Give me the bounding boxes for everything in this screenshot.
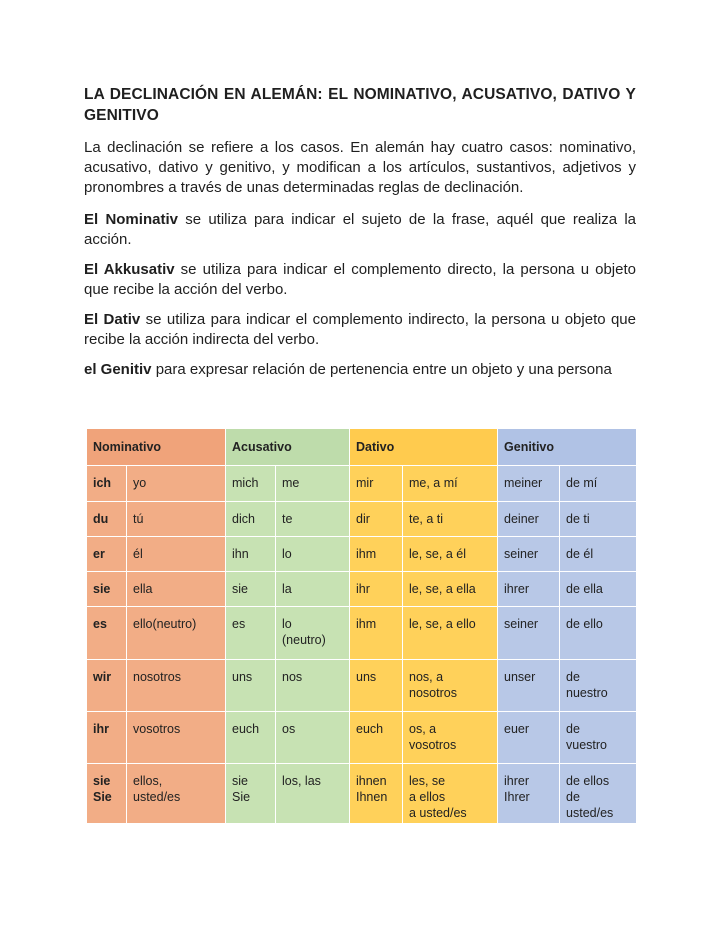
cell-dativo-pronoun: mir [350,466,403,502]
table-row [87,572,637,607]
cell-acusativo-pronoun: es [226,607,276,660]
cell-genitivo-pronoun: deiner [498,502,560,537]
cell-dativo-pronoun: dir [350,502,403,537]
cell-nominativo-translation: nosotros [127,660,226,712]
cell-genitivo-pronoun: unser [498,660,560,712]
paragraph-akkusativ [84,260,636,300]
cell-nominativo-pronoun: du [87,502,127,537]
table-row [87,466,637,502]
cell-acusativo-translation: nos [276,660,350,712]
cell-acusativo-pronoun: sie Sie [226,764,276,824]
cell-nominativo-pronoun: ich [87,466,127,502]
cell-dativo-pronoun: ihnen Ihnen [350,764,403,824]
table-row [87,764,637,824]
intro-paragraph: La declinación se refiere a los casos. En alemán hay cuatro casos: nominativo, acusativo, dativo y genitivo, y modifican a los artículos, sustantivos, adjetivos y pronombres a través de unas determinadas reglas de declinación. [84,139,636,196]
table-row [87,607,637,660]
cell-nominativo-pronoun: ihr [87,712,127,764]
cell-acusativo-pronoun: mich [226,466,276,502]
term-akkusativ: El Akkusativ [84,261,175,278]
header-acusativo: Acusativo [226,429,350,466]
cell-nominativo-translation: ello(neutro) [127,607,226,660]
cell-acusativo-translation: me [276,466,350,502]
cell-nominativo-pronoun: es [87,607,127,660]
cell-genitivo-translation: de ella [560,572,637,607]
cell-nominativo-translation: ella [127,572,226,607]
cell-dativo-pronoun: ihm [350,537,403,572]
cell-genitivo-translation: de ello [560,607,637,660]
paragraph-nominativ [84,210,636,250]
cell-acusativo-translation: los, las [276,764,350,824]
cell-nominativo-pronoun: sie Sie [87,764,127,824]
term-dativ: El Dativ [84,311,141,328]
table-header-row [87,429,637,466]
header-dativo: Dativo [350,429,498,466]
cell-acusativo-translation: os [276,712,350,764]
header-nominativo: Nominativo [87,429,226,466]
cell-genitivo-pronoun: euer [498,712,560,764]
cell-dativo-translation: le, se, a ella [403,572,498,607]
term-nominativ: El Nominativ [84,211,178,228]
paragraph-dativ [84,310,636,350]
cell-nominativo-translation: vosotros [127,712,226,764]
cell-acusativo-translation: te [276,502,350,537]
cell-genitivo-pronoun: seiner [498,537,560,572]
cell-dativo-translation: le, se, a él [403,537,498,572]
definition-dativ: se utiliza para indicar el complemento indirecto, la persona u objeto que recibe la acción indirecta del verbo. [84,311,636,348]
cell-dativo-translation: nos, a nosotros [403,660,498,712]
definition-genitiv: para expresar relación de pertenencia entre un objeto y una persona [151,361,612,378]
document-title: LA DECLINACIÓN EN ALEMÁN: EL NOMINATIVO, ACUSATIVO, DATIVO Y GENITIVO [84,86,636,124]
cell-genitivo-pronoun: meiner [498,466,560,502]
table-row [87,712,637,764]
cell-genitivo-translation: de nuestro [560,660,637,712]
cell-acusativo-translation: lo (neutro) [276,607,350,660]
cell-dativo-translation: me, a mí [403,466,498,502]
cell-dativo-translation: les, se a ellos a usted/es [403,764,498,824]
table-row [87,660,637,712]
cell-nominativo-pronoun: wir [87,660,127,712]
definition-nominativ: se utiliza para indicar el sujeto de la frase, aquél que realiza la acción. [84,211,636,248]
cell-dativo-translation: os, a vosotros [403,712,498,764]
cell-genitivo-translation: de ti [560,502,637,537]
term-genitiv: el Genitiv [84,361,152,378]
cell-dativo-translation: le, se, a ello [403,607,498,660]
cell-genitivo-pronoun: ihrer Ihrer [498,764,560,824]
cell-acusativo-pronoun: uns [226,660,276,712]
document-body [84,84,636,390]
cell-nominativo-translation: yo [127,466,226,502]
table-row [87,537,637,572]
cell-dativo-pronoun: ihr [350,572,403,607]
cell-genitivo-pronoun: seiner [498,607,560,660]
cell-acusativo-pronoun: euch [226,712,276,764]
definition-akkusativ: se utiliza para indicar el complemento directo, la persona u objeto que recibe la acción del verbo. [84,261,636,298]
cell-nominativo-translation: él [127,537,226,572]
cell-acusativo-pronoun: dich [226,502,276,537]
cell-acusativo-translation: lo [276,537,350,572]
header-genitivo: Genitivo [498,429,637,466]
cell-genitivo-translation: de mí [560,466,637,502]
table-body [87,466,637,824]
cell-dativo-pronoun: uns [350,660,403,712]
table-row [87,502,637,537]
cell-dativo-pronoun: ihm [350,607,403,660]
cell-acusativo-pronoun: ihn [226,537,276,572]
cell-genitivo-translation: de él [560,537,637,572]
cell-nominativo-pronoun: sie [87,572,127,607]
cell-dativo-pronoun: euch [350,712,403,764]
declension-table [86,428,637,824]
paragraph-genitiv [84,360,636,380]
cell-nominativo-pronoun: er [87,537,127,572]
cell-nominativo-translation: ellos, usted/es [127,764,226,824]
cell-nominativo-translation: tú [127,502,226,537]
cell-genitivo-pronoun: ihrer [498,572,560,607]
cell-genitivo-translation: de ellos de usted/es [560,764,637,824]
cell-genitivo-translation: de vuestro [560,712,637,764]
cell-acusativo-pronoun: sie [226,572,276,607]
cell-acusativo-translation: la [276,572,350,607]
cell-dativo-translation: te, a ti [403,502,498,537]
